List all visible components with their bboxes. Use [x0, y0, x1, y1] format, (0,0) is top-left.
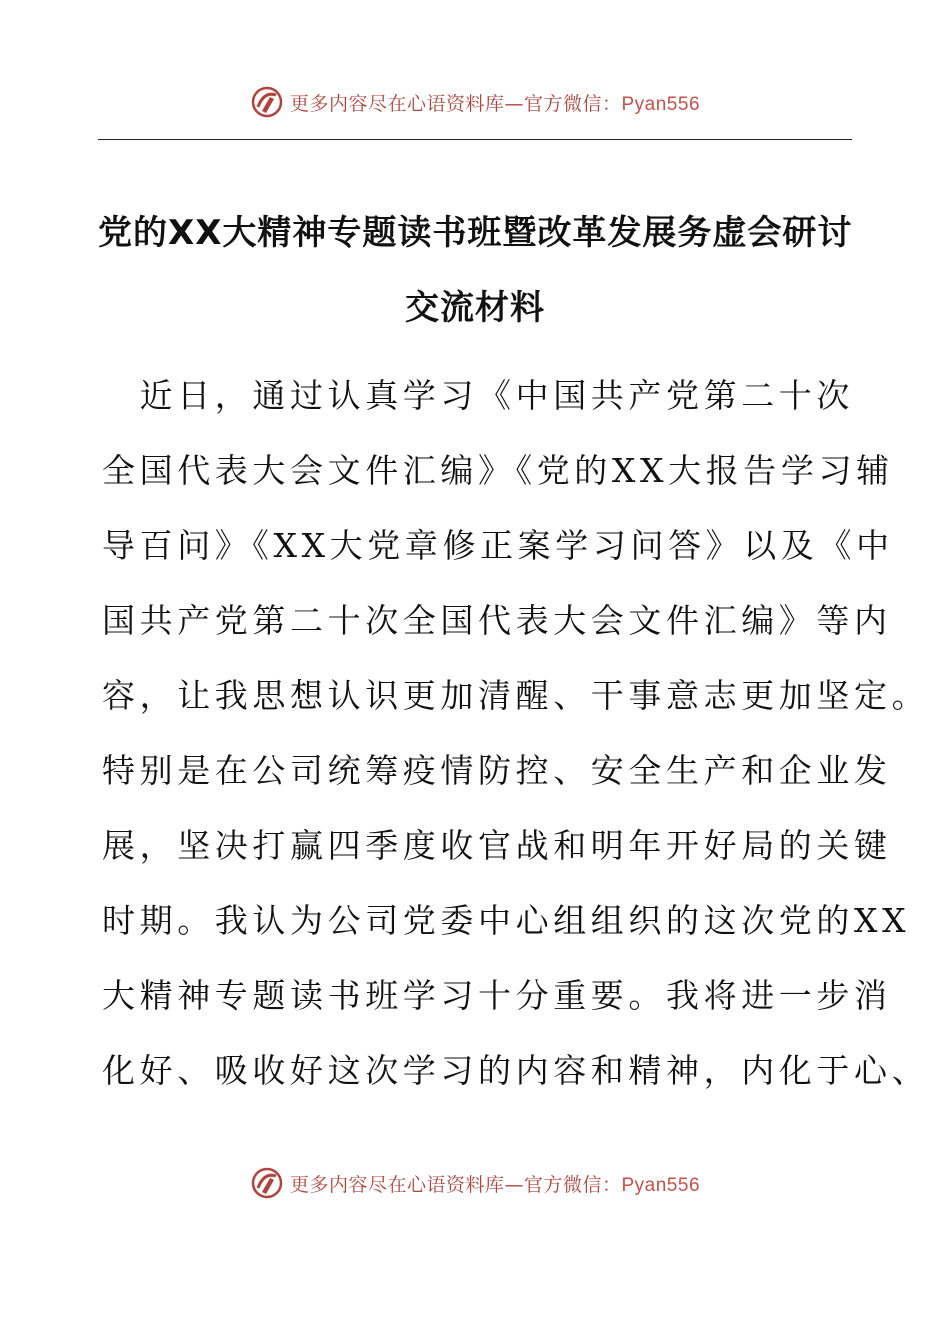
body-line: 国共产党第二十次全国代表大会文件汇编》等内	[102, 601, 892, 640]
body-line: 全国代表大会文件汇编》《党的XX大报告学习辅	[102, 451, 894, 490]
body-line: 展，坚决打赢四季度收官战和明年开好局的关键	[102, 826, 892, 865]
logo-icon	[250, 85, 284, 119]
body-line: 容，让我思想认识更加清醒、干事意志更加坚定。	[102, 676, 930, 715]
logo-icon	[250, 1166, 284, 1200]
footer-banner-text	[290, 1170, 700, 1197]
body-line: 特别是在公司统筹疫情防控、安全生产和企业发	[102, 751, 892, 790]
footer-watermark-banner	[0, 1163, 950, 1203]
title-line-2: 交流材料	[405, 288, 545, 328]
header-banner-text	[290, 89, 700, 116]
header-watermark-banner	[0, 82, 950, 122]
footer-banner-label: 更多内容尽在心语资料库—官方微信：	[289, 1173, 622, 1196]
header-divider	[98, 139, 852, 140]
header-banner-label: 更多内容尽在心语资料库—官方微信：	[289, 92, 622, 115]
body-line: 近日，通过认真学习《中国共产党第二十次	[102, 376, 854, 415]
document-title	[98, 196, 852, 346]
body-line: 时期。我认为公司党委中心组组织的这次党的XX	[102, 901, 911, 940]
body-line: 大精神专题读书班学习十分重要。我将进一步消	[102, 976, 892, 1015]
title-line-1: 党的XX大精神专题读书班暨改革发展务虚会研讨	[98, 213, 853, 253]
document-body	[102, 358, 930, 1108]
body-line: 导百问》《XX大党章修正案学习问答》以及《中	[102, 526, 894, 565]
footer-banner-id: Pyan556	[621, 1174, 701, 1196]
body-line: 化好、吸收好这次学习的内容和精神，内化于心、	[102, 1051, 930, 1090]
header-banner-id: Pyan556	[621, 93, 701, 115]
